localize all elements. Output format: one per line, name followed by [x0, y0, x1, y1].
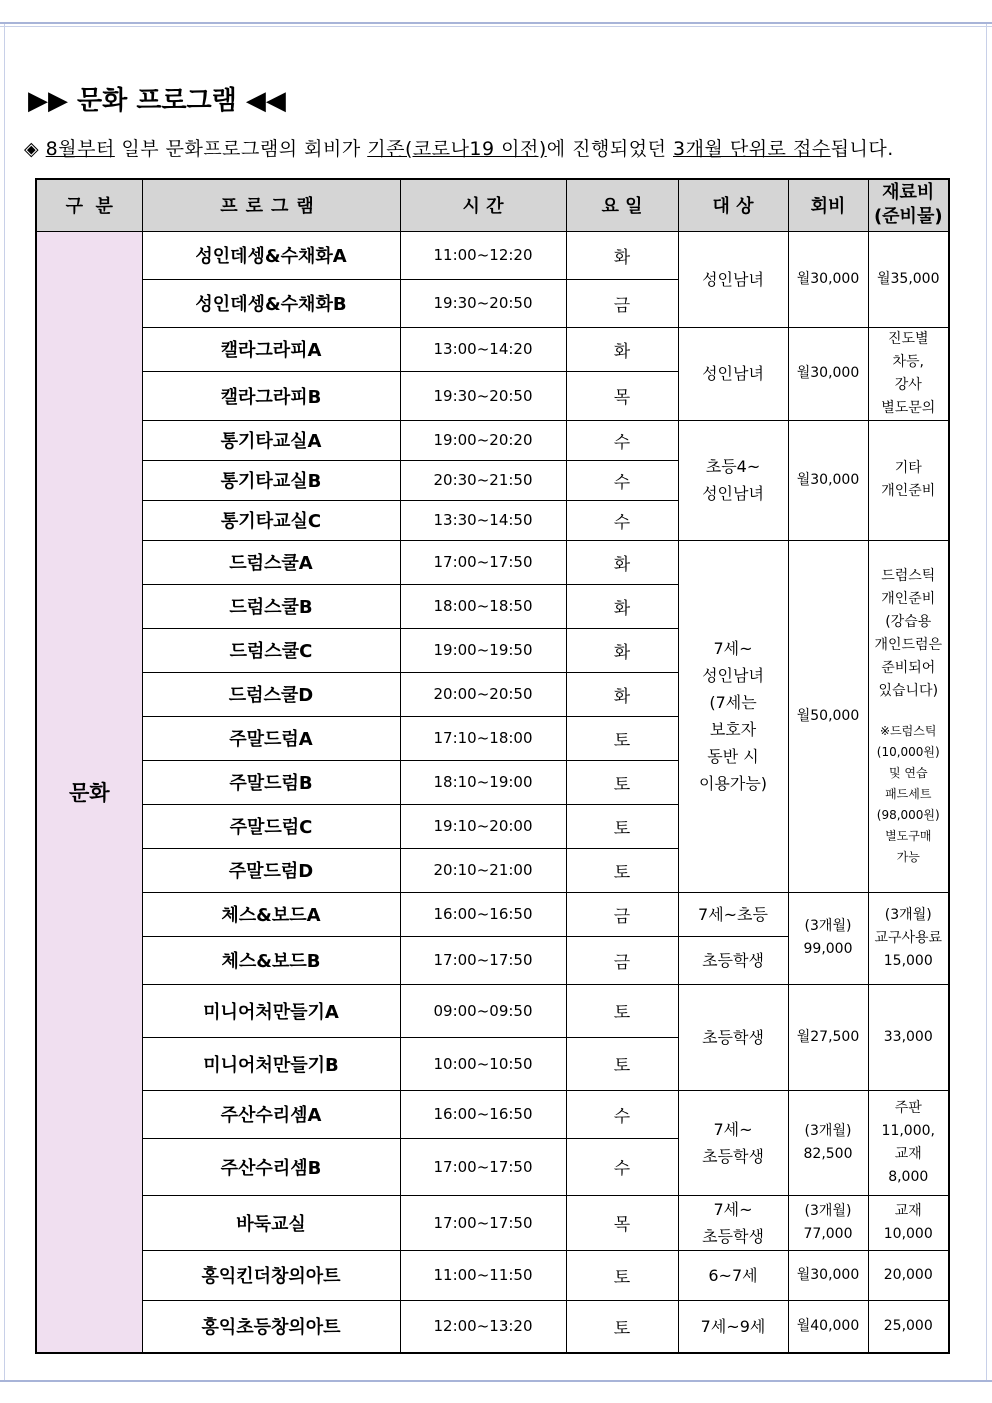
program-name: 성인데셍&수채화B — [142, 279, 400, 327]
program-day: 목 — [566, 371, 678, 420]
target-line: 보호자 — [709, 720, 757, 739]
fee-cell: 월30,000 — [788, 1250, 868, 1300]
program-name: 바둑교실 — [142, 1195, 400, 1250]
material-note-line: 별도구매 — [885, 828, 932, 843]
material-line: 있습니다) — [878, 682, 939, 699]
program-day: 토 — [566, 716, 678, 760]
program-time: 18:00~18:50 — [400, 584, 566, 628]
header-time: 시 간 — [400, 179, 566, 231]
program-name: 미니어처만들기A — [142, 984, 400, 1037]
program-day: 토 — [566, 1300, 678, 1353]
fee-cell: 월40,000 — [788, 1300, 868, 1353]
program-time: 16:00~16:50 — [400, 892, 566, 936]
material-line: 교재 — [894, 1145, 922, 1162]
material-cell — [868, 892, 949, 984]
material-line: 교구사용료 — [874, 929, 943, 946]
program-time: 13:30~14:50 — [400, 500, 566, 540]
program-name: 주산수리셈B — [142, 1138, 400, 1195]
fee-line: (3개월) — [804, 918, 852, 934]
target-cell: 7세~초등 — [678, 892, 788, 936]
page-title: ▶▶ 문화 프로그램 ◀◀ — [28, 86, 286, 116]
program-name: 드럼스쿨C — [142, 628, 400, 672]
header-material-line1: 재료비 — [882, 182, 935, 204]
program-table — [35, 178, 950, 1354]
fee-line: 99,000 — [803, 941, 853, 957]
program-time: 20:10~21:00 — [400, 848, 566, 892]
table-row — [36, 984, 949, 1037]
material-line: 드럼스틱 — [881, 567, 936, 584]
material-line: 주판 — [894, 1099, 922, 1116]
table-row — [36, 231, 949, 279]
fee-line: 82,500 — [803, 1145, 853, 1162]
program-time: 20:00~20:50 — [400, 672, 566, 716]
program-day: 목 — [566, 1195, 678, 1250]
material-cell: 33,000 — [868, 984, 949, 1090]
table-row — [36, 420, 949, 460]
target-cell: 초등학생 — [678, 984, 788, 1090]
program-time: 11:00~12:20 — [400, 231, 566, 279]
diamond-bullet-icon: ◈ — [24, 138, 40, 160]
target-line: 7세~ — [713, 1119, 753, 1139]
header-target: 대 상 — [678, 179, 788, 231]
right-border — [986, 24, 987, 1382]
material-line: 진도별 — [887, 330, 929, 347]
target-line: 초등학생 — [702, 1226, 764, 1246]
program-day: 금 — [566, 279, 678, 327]
program-name: 주말드럼D — [142, 848, 400, 892]
program-time: 10:00~10:50 — [400, 1037, 566, 1090]
program-day: 수 — [566, 1090, 678, 1138]
notice-text-5: 3개월 단위로 접수 — [673, 138, 831, 160]
notice-text-2: 일부 문화프로그램의 회비가 — [114, 138, 368, 160]
target-cell: 초등학생 — [678, 936, 788, 984]
target-cell — [678, 1090, 788, 1195]
program-name: 드럼스쿨B — [142, 584, 400, 628]
material-note-line: 가능 — [896, 849, 920, 864]
notice-line — [24, 134, 894, 161]
material-line: 10,000 — [883, 1225, 933, 1242]
program-name: 미니어처만들기B — [142, 1037, 400, 1090]
header-program: 프로그램 — [142, 179, 400, 231]
program-time: 16:00~16:50 — [400, 1090, 566, 1138]
program-day: 화 — [566, 628, 678, 672]
notice-text-6: 됩니다. — [830, 138, 894, 160]
material-line: 개인준비 — [881, 483, 936, 499]
program-day: 화 — [566, 231, 678, 279]
notice-text-1: 8월부터 — [45, 138, 115, 160]
material-cell: 25,000 — [868, 1300, 949, 1353]
program-time: 17:00~17:50 — [400, 936, 566, 984]
header-day: 요 일 — [566, 179, 678, 231]
program-day: 금 — [566, 936, 678, 984]
program-name: 주말드럼B — [142, 760, 400, 804]
fee-cell — [788, 892, 868, 984]
table-row — [36, 1300, 949, 1353]
program-time: 20:30~21:50 — [400, 460, 566, 500]
fee-cell: 월30,000 — [788, 327, 868, 420]
left-border — [4, 24, 5, 1382]
program-name: 성인데셍&수채화A — [142, 231, 400, 279]
material-line: 8,000 — [888, 1168, 929, 1185]
program-day: 토 — [566, 1250, 678, 1300]
table-row — [36, 540, 949, 584]
program-time: 17:00~17:50 — [400, 540, 566, 584]
header-category: 구 분 — [36, 179, 142, 231]
program-name: 통기타교실C — [142, 500, 400, 540]
target-line: 초등4~ — [705, 457, 761, 476]
target-line: (7세는 — [709, 693, 757, 712]
material-line: 별도문의 — [881, 399, 936, 416]
fee-cell: 월50,000 — [788, 540, 868, 892]
program-name: 드럼스쿨A — [142, 540, 400, 584]
header-material-line2: (준비물) — [873, 206, 943, 228]
program-day: 화 — [566, 327, 678, 371]
table-row — [36, 1090, 949, 1138]
target-line: 동반 시 — [707, 747, 759, 766]
target-line: 7세~ — [713, 639, 753, 658]
table-row — [36, 1195, 949, 1250]
target-cell: 7세~9세 — [678, 1300, 788, 1353]
program-name: 홍익킨더창의아트 — [142, 1250, 400, 1300]
fee-cell: 월30,000 — [788, 231, 868, 327]
program-name: 드럼스쿨D — [142, 672, 400, 716]
bottom-border — [0, 1380, 992, 1382]
program-name: 통기타교실B — [142, 460, 400, 500]
program-day: 토 — [566, 984, 678, 1037]
target-line: 성인남녀 — [702, 484, 764, 503]
target-line: 초등학생 — [702, 1146, 764, 1166]
category-cell: 문화 — [36, 231, 142, 1353]
program-time: 19:00~19:50 — [400, 628, 566, 672]
material-line: 개인준비 — [881, 590, 936, 607]
program-name: 주말드럼A — [142, 716, 400, 760]
fee-cell: 월27,500 — [788, 984, 868, 1090]
target-cell: 성인남녀 — [678, 327, 788, 420]
material-line: (강습용 — [885, 613, 932, 630]
program-time: 19:10~20:00 — [400, 804, 566, 848]
program-day: 수 — [566, 460, 678, 500]
material-cell: 월35,000 — [868, 231, 949, 327]
target-cell: 6~7세 — [678, 1250, 788, 1300]
target-line: 7세~ — [713, 1199, 753, 1219]
program-day: 금 — [566, 892, 678, 936]
material-cell: 20,000 — [868, 1250, 949, 1300]
program-name: 주말드럼C — [142, 804, 400, 848]
program-name: 캘라그라피B — [142, 371, 400, 420]
table-row — [36, 892, 949, 936]
header-material — [868, 179, 949, 231]
notice-text-3: 기존(코로나19 이전) — [367, 138, 547, 160]
program-name: 홍익초등창의아트 — [142, 1300, 400, 1353]
program-time: 19:30~20:50 — [400, 371, 566, 420]
material-line: 개인드럼은 — [874, 636, 943, 653]
program-day: 토 — [566, 760, 678, 804]
fee-line: 77,000 — [803, 1225, 853, 1242]
header-row — [36, 179, 949, 231]
material-cell — [868, 327, 949, 420]
program-time: 17:10~18:00 — [400, 716, 566, 760]
program-name: 체스&보드A — [142, 892, 400, 936]
notice-text-4: 에 진행되었던 — [546, 138, 673, 160]
material-line: 15,000 — [883, 952, 933, 969]
material-note-line: 및 연습 — [888, 765, 928, 780]
target-line: 이용가능) — [698, 774, 768, 793]
target-cell — [678, 1195, 788, 1250]
target-cell: 성인남녀 — [678, 231, 788, 327]
program-day: 화 — [566, 540, 678, 584]
table-row — [36, 1250, 949, 1300]
material-note-line: ※드럼스틱 — [880, 723, 937, 738]
program-time: 18:10~19:00 — [400, 760, 566, 804]
program-time: 11:00~11:50 — [400, 1250, 566, 1300]
program-day: 토 — [566, 848, 678, 892]
table-row — [36, 327, 949, 371]
program-time: 17:00~17:50 — [400, 1195, 566, 1250]
fee-cell: 월30,000 — [788, 420, 868, 540]
program-name: 통기타교실A — [142, 420, 400, 460]
target-line: 성인남녀 — [702, 666, 764, 685]
top-border-inner — [0, 26, 992, 27]
material-line: 교재 — [894, 1202, 922, 1219]
material-note-line: 패드세트 — [885, 786, 932, 801]
program-day: 화 — [566, 584, 678, 628]
program-day: 수 — [566, 420, 678, 460]
material-line: 기타 — [894, 460, 922, 476]
material-line: (3개월) — [884, 906, 932, 923]
program-day: 수 — [566, 500, 678, 540]
program-time: 12:00~13:20 — [400, 1300, 566, 1353]
program-day: 토 — [566, 804, 678, 848]
program-name: 캘라그라피A — [142, 327, 400, 371]
program-time: 09:00~09:50 — [400, 984, 566, 1037]
target-cell — [678, 420, 788, 540]
fee-cell — [788, 1195, 868, 1250]
material-line: 준비되어 — [881, 659, 936, 676]
fee-line: (3개월) — [804, 1202, 852, 1219]
material-cell — [868, 1090, 949, 1195]
program-time: 17:00~17:50 — [400, 1138, 566, 1195]
program-time: 13:00~14:20 — [400, 327, 566, 371]
program-day: 화 — [566, 672, 678, 716]
material-note-line: (10,000원) — [876, 744, 940, 759]
material-cell — [868, 540, 949, 892]
material-cell — [868, 1195, 949, 1250]
fee-cell — [788, 1090, 868, 1195]
material-line: 11,000, — [881, 1122, 935, 1139]
target-cell — [678, 540, 788, 892]
program-name: 주산수리셈A — [142, 1090, 400, 1138]
program-time: 19:00~20:20 — [400, 420, 566, 460]
program-name: 체스&보드B — [142, 936, 400, 984]
fee-line: (3개월) — [804, 1122, 852, 1139]
program-time: 19:30~20:50 — [400, 279, 566, 327]
material-line: 강사 — [894, 376, 922, 393]
material-cell — [868, 420, 949, 540]
material-line: 차등, — [892, 353, 924, 370]
top-border — [0, 22, 992, 24]
program-day: 토 — [566, 1037, 678, 1090]
header-fee: 회비 — [788, 179, 868, 231]
material-note-line: (98,000원) — [876, 807, 940, 822]
program-day: 수 — [566, 1138, 678, 1195]
